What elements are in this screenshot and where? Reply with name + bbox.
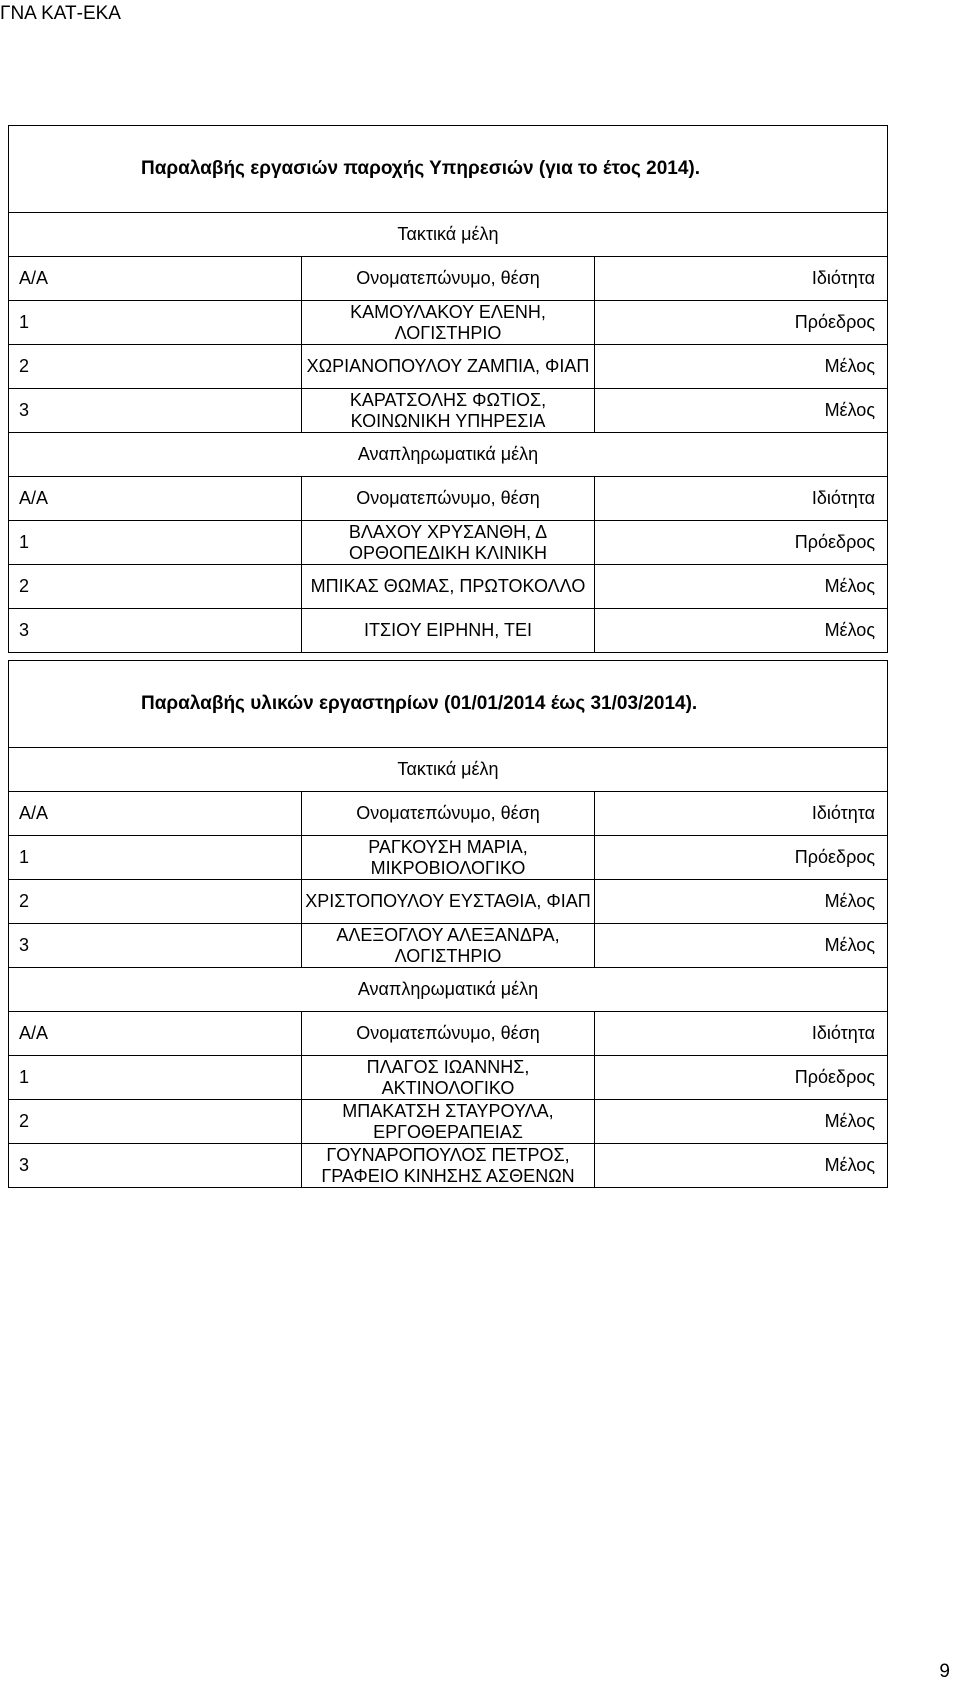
section-label: Τακτικά μέλη	[9, 748, 888, 792]
section-label-row	[9, 748, 888, 792]
member-role: Μέλος	[595, 389, 888, 433]
member-name: ΓΟΥΝΑΡΟΠΟΥΛΟΣ ΠΕΤΡΟΣ, ΓΡΑΦΕΙΟ ΚΙΝΗΣΗΣ ΑΣΘΕΝΩΝ	[302, 1144, 595, 1188]
column-header-role: Ιδιότητα	[595, 257, 888, 301]
section-label: Αναπληρωματικά μέλη	[9, 433, 888, 477]
table-title-row	[9, 661, 888, 748]
table-title-row	[9, 126, 888, 213]
column-header-name: Ονοματεπώνυμο, θέση	[302, 1012, 595, 1056]
member-name: ΜΠΑΚΑΤΣΗ ΣΤΑΥΡΟΥΛΑ, ΕΡΓΟΘΕΡΑΠΕΙΑΣ	[302, 1100, 595, 1144]
column-header-role: Ιδιότητα	[595, 477, 888, 521]
table-title: Παραλαβής εργασιών παροχής Υπηρεσιών (για το έτος 2014).	[9, 126, 888, 213]
table-row	[9, 1100, 888, 1144]
row-number: 2	[9, 345, 302, 389]
table-row	[9, 345, 888, 389]
column-header-aa: Α/Α	[9, 1012, 302, 1056]
member-name: ΑΛΕΞΟΓΛΟΥ ΑΛΕΞΑΝΔΡΑ, ΛΟΓΙΣΤΗΡΙΟ	[302, 924, 595, 968]
member-name: ΠΛΑΓΟΣ ΙΩΑΝΝΗΣ, ΑΚΤΙΝΟΛΟΓΙΚΟ	[302, 1056, 595, 1100]
column-header-aa: Α/Α	[9, 477, 302, 521]
member-role: Μέλος	[595, 565, 888, 609]
member-role: Πρόεδρος	[595, 301, 888, 345]
member-role: Μέλος	[595, 880, 888, 924]
member-name: ΜΠΙΚΑΣ ΘΩΜΑΣ, ΠΡΩΤΟΚΟΛΛΟ	[302, 565, 595, 609]
row-number: 3	[9, 609, 302, 653]
committee-table-lab-materials	[8, 660, 888, 1188]
member-name: ΙΤΣΙΟΥ ΕΙΡΗΝΗ, ΤΕΙ	[302, 609, 595, 653]
page-number: 9	[939, 1661, 950, 1682]
table-row	[9, 609, 888, 653]
column-header-row	[9, 792, 888, 836]
committee-table-services	[8, 125, 888, 653]
member-role: Μέλος	[595, 609, 888, 653]
column-header-aa: Α/Α	[9, 257, 302, 301]
row-number: 1	[9, 521, 302, 565]
column-header-row	[9, 1012, 888, 1056]
member-name: ΧΡΙΣΤΟΠΟΥΛΟΥ ΕΥΣΤΑΘΙΑ, ΦΙΑΠ	[302, 880, 595, 924]
member-role: Πρόεδρος	[595, 1056, 888, 1100]
member-name: ΒΛΑΧΟΥ ΧΡΥΣΑΝΘΗ, Δ ΟΡΘΟΠΕΔΙΚΗ ΚΛΙΝΙΚΗ	[302, 521, 595, 565]
table-row	[9, 521, 888, 565]
column-header-name: Ονοματεπώνυμο, θέση	[302, 477, 595, 521]
table-row	[9, 924, 888, 968]
row-number: 1	[9, 301, 302, 345]
table-title: Παραλαβής υλικών εργαστηρίων (01/01/2014 έως 31/03/2014).	[9, 661, 888, 748]
member-name: ΚΑΜΟΥΛΑΚΟΥ ΕΛΕΝΗ, ΛΟΓΙΣΤΗΡΙΟ	[302, 301, 595, 345]
column-header-role: Ιδιότητα	[595, 792, 888, 836]
table-row	[9, 565, 888, 609]
row-number: 1	[9, 836, 302, 880]
table-row	[9, 1056, 888, 1100]
column-header-row	[9, 257, 888, 301]
section-label: Αναπληρωματικά μέλη	[9, 968, 888, 1012]
row-number: 2	[9, 1100, 302, 1144]
table-row	[9, 1144, 888, 1188]
column-header-name: Ονοματεπώνυμο, θέση	[302, 257, 595, 301]
section-label-row	[9, 968, 888, 1012]
member-name: ΚΑΡΑΤΣΟΛΗΣ ΦΩΤΙΟΣ, ΚΟΙΝΩΝΙΚΗ ΥΠΗΡΕΣΙΑ	[302, 389, 595, 433]
member-role: Μέλος	[595, 1144, 888, 1188]
member-role: Μέλος	[595, 345, 888, 389]
row-number: 3	[9, 1144, 302, 1188]
row-number: 2	[9, 565, 302, 609]
column-header-row	[9, 477, 888, 521]
member-role: Πρόεδρος	[595, 836, 888, 880]
table-row	[9, 880, 888, 924]
section-label-row	[9, 213, 888, 257]
column-header-role: Ιδιότητα	[595, 1012, 888, 1056]
row-number: 1	[9, 1056, 302, 1100]
member-name: ΡΑΓΚΟΥΣΗ ΜΑΡΙΑ, ΜΙΚΡΟΒΙΟΛΟΓΙΚΟ	[302, 836, 595, 880]
row-number: 3	[9, 924, 302, 968]
column-header-name: Ονοματεπώνυμο, θέση	[302, 792, 595, 836]
row-number: 2	[9, 880, 302, 924]
page-header: ΓΝΑ ΚΑΤ-ΕΚΑ	[0, 3, 121, 24]
table-row	[9, 389, 888, 433]
member-role: Πρόεδρος	[595, 521, 888, 565]
table-row	[9, 836, 888, 880]
section-label-row	[9, 433, 888, 477]
member-role: Μέλος	[595, 1100, 888, 1144]
member-name: ΧΩΡΙΑΝΟΠΟΥΛΟΥ ΖΑΜΠΙΑ, ΦΙΑΠ	[302, 345, 595, 389]
table-row	[9, 301, 888, 345]
row-number: 3	[9, 389, 302, 433]
column-header-aa: Α/Α	[9, 792, 302, 836]
section-label: Τακτικά μέλη	[9, 213, 888, 257]
member-role: Μέλος	[595, 924, 888, 968]
